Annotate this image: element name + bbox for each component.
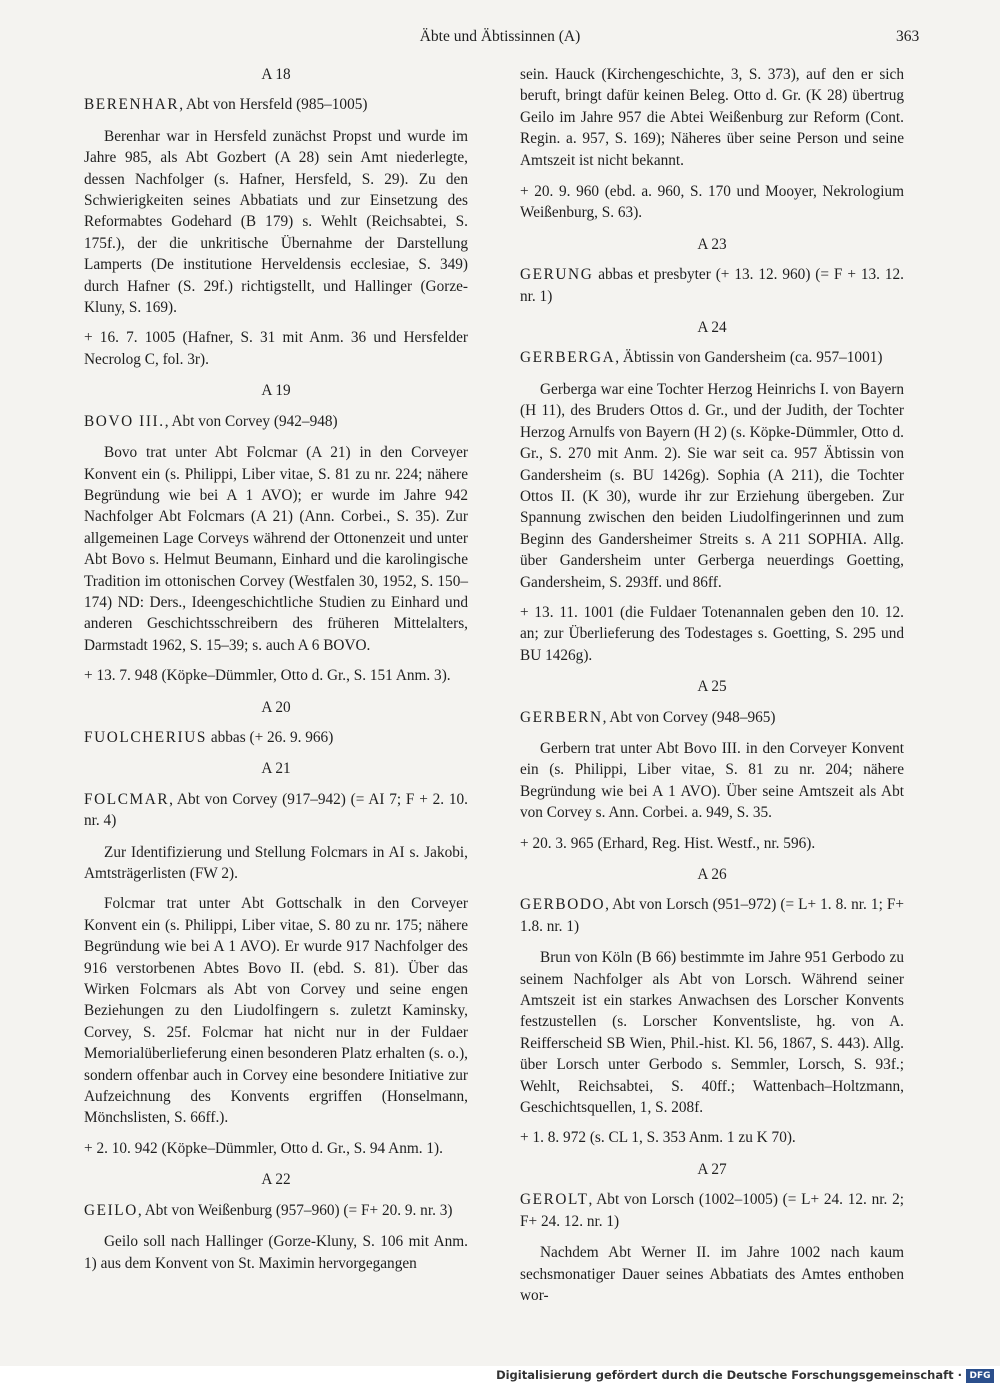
entry-heading-rest: abbas et presbyter (+ 13. 12. 960) (= F + 13. 12. nr. 1) — [520, 266, 904, 305]
entry-death-a26: + 1. 8. 972 (s. CL 1, S. 353 Anm. 1 zu K 70). — [520, 1129, 796, 1147]
entry-number-a24: A 24 — [697, 319, 727, 337]
entry-name: GEROLT — [520, 1191, 589, 1209]
entry-body-a21-2: Folcmar trat unter Abt Gottschalk in den Corveyer Konvent ein (s. Philippi, Liber vitae, S. 80 zu nr. 175; nähere Begründung wie bei A 1 AVO). Er wurde 917 Nachfolger des 916 verstorbenen Abtes Bovo II. (ebd. S. 81). Über das Wirken Folcmars als Abt von Corvey und seine engen Beziehungen zu den Liudolfingern s. zuletzt Kaminsky, Corvey, S. 25f. Folcmar hat nicht nur in der Fuldaer Memorialüberlieferung einen besonderen Platz erhalten (s. o.), sondern offenbar auch in Corvey eine besondere Initiative zur Aufzeichnung des Konvents ergriffen (Honselmann, Mönchslisten, S. 66ff.). — [84, 895, 468, 1127]
entry-number-a20: A 20 — [261, 698, 291, 716]
entry-heading-rest: , Abt von Lorsch (951–972) (= L+ 1. 8. nr. 1; F+ 1.8. nr. 1) — [520, 896, 904, 935]
entry-heading-a23 — [520, 264, 904, 307]
entry-heading-a22 — [84, 1200, 468, 1221]
entry-number-a21: A 21 — [261, 760, 291, 778]
page-number: 363 — [896, 28, 920, 45]
entry-body-a24: Gerberga war eine Tochter Herzog Heinrichs I. von Bayern (H 11), des Bruders Ottos d. Gr., und der Judith, der Tochter Herzog Arnulfs von Bayern (H 2) (s. Köpke-Dümmler, Otto d. Gr., S. 270 mit Anm. 2). Sie war seit ca. 957 Äbtissin von Gandersheim (s. BU 1426g). Sophia (A 211), die Tochter Ottos II. (K 30), wurde ihr zur Erziehung übergeben. Zur Spannung zwischen den beiden Liudolfingerinnen und zum Beginn des Gandersheimer Streits s. A 211 SOPHIA. Allg. über Gandersheim unter Gerberga neuerdings Goetting, Gandersheim, S. 293ff. und 86ff. — [520, 380, 904, 591]
right-column — [520, 64, 904, 1315]
entry-number-a19: A 19 — [261, 382, 291, 400]
entry-heading-a21 — [84, 789, 468, 832]
entry-death-a21: + 2. 10. 942 (Köpke–Dümmler, Otto d. Gr., S. 94 Anm. 1). — [84, 1139, 443, 1157]
entry-number-a27: A 27 — [697, 1160, 727, 1178]
entry-heading-a24 — [520, 347, 904, 368]
entry-number-a26: A 26 — [697, 866, 727, 883]
entry-heading-rest: , Abt von Lorsch (1002–1005) (= L+ 24. 12. nr. 2; F+ 24. 12. nr. 1) — [520, 1191, 904, 1230]
entry-death-a24: + 13. 11. 1001 (die Fuldaer Totenannalen geben den 10. 12. an; zur Überlieferung des Todestages s. Goetting, S. 295 und BU 1426g). — [520, 603, 904, 664]
entry-name: FUOLCHERIUS — [84, 728, 207, 746]
entry-body-a19: Bovo trat unter Abt Folcmar (A 21) in den Corveyer Konvent ein (s. Philippi, Liber vitae, S. 81 zu nr. 224; nähere Begründung wie bei A 1 AVO); er wurde im Jahre 942 Nachfolger Abt Folcmars (A 21) (Ann. Corbei., S. 35). Zur allgemeinen Lage Corveys während der Ottonenzeit und unter Abt Bovo s. Helmut Beumann, Einhard und die karolingische Tradition im ottonischen Corvey (Westfalen 30, 1952, S. 150–174) ND: Ders., Ideengeschichtliche Studien zu Einhard und anderen Geschichtsschreibern des früheren Mittelalters, Darmstadt 1962, S. 15–39; s. auch A 6 BOVO. — [84, 444, 468, 654]
footer-credit-text: Digitalisierung gefördert durch die Deutsche Forschungsgemeinschaft · — [496, 1368, 962, 1382]
entry-heading-a18 — [84, 94, 468, 115]
entry-name: GERBODO — [520, 896, 606, 914]
left-column — [84, 64, 468, 1283]
entry-heading-a19 — [84, 411, 468, 432]
entry-number-a22: A 22 — [261, 1171, 291, 1189]
entry-death-a18: + 16. 7. 1005 (Hafner, S. 31 mit Anm. 36 und Hersfelder Necrolog C, fol. 3r). — [84, 329, 468, 368]
entry-body-a21-1: Zur Identifizierung und Stellung Folcmars in AI s. Jakobi, Amtsträgerlisten (FW 2). — [84, 843, 468, 882]
entry-number-a23: A 23 — [697, 235, 727, 253]
entry-name: BOVO III. — [84, 412, 165, 430]
entry-heading-a20 — [84, 727, 468, 748]
entry-number-a25: A 25 — [697, 678, 727, 696]
entry-death-a19: + 13. 7. 948 (Köpke–Dümmler, Otto d. Gr., S. 151 Anm. 3). — [84, 667, 451, 685]
entry-death-a22: + 20. 9. 960 (ebd. a. 960, S. 170 und Mooyer, Nekrologium Weißenburg, S. 63). — [520, 183, 904, 222]
entry-body-a18: Berenhar war in Hersfeld zunächst Propst und wurde im Jahre 985, als Abt Gozbert (A 28) sein Amt niederlegte, dessen Nachfolger (s. Hafner, Hersfeld, S. 29). Zu den Schwierigkeiten seines Abbatiats und zur Einsetzung des Reformabtes Godehard (B 179) s. Wehlt (Reichsabtei, S. 175f.), der die unkritische Übernahme der Darstellung Lamperts (De institutione Herveldensis ecclesiae, S. 349) durch Hafner (S. 29f.) richtigstellt, und Hallinger (Gorze-Kluny, S. 169). — [84, 127, 468, 317]
entry-number-a18: A 18 — [261, 66, 291, 83]
entry-heading-rest: , Abt von Hersfeld (985–1005) — [179, 96, 368, 114]
entry-heading-rest: , Abt von Corvey (917–942) (= AI 7; F + 2. 10. nr. 4) — [84, 790, 468, 830]
entry-heading-rest: , Äbtissin von Gandersheim (ca. 957–1001) — [615, 349, 883, 367]
entry-body-a25: Gerbern trat unter Abt Bovo III. in den Corveyer Konvent ein (s. Philippi, Liber vitae, S. 81 zu nr. 204; nähere Begründung wie bei A 1 AVO). Über seine Amtszeit als Abt von Corvey s. Ann. Corbei. a. 949, S. 35. — [520, 739, 904, 822]
digitization-footer — [0, 1366, 1000, 1386]
entry-body-a22-continued: sein. Hauck (Kirchengeschichte, 3, S. 373), auf den er sich beruft, bringt dafür keinen Beleg. Otto d. Gr. (K 28) übertrug Geilo im Jahre 957 die Abtei Weißenburg zur Reform (Cont. Regin. a. 957, S. 169); Näheres über seine Person und seine Amtszeit ist nicht bekannt. — [520, 66, 904, 169]
entry-heading-rest: , Abt von Corvey (948–965) — [602, 708, 776, 726]
entry-heading-rest: , Abt von Corvey (942–948) — [164, 412, 338, 430]
entry-heading-a27 — [520, 1189, 904, 1232]
entry-heading-rest: abbas (+ 26. 9. 966) — [207, 728, 334, 746]
entry-name: FOLCMAR — [84, 790, 170, 808]
running-title: Äbte und Äbtissinnen (A) — [419, 28, 581, 45]
entry-body-a27: Nachdem Abt Werner II. im Jahre 1002 nach kaum sechsmonatiger Dauer seines Abbatiats des Amtes enthoben wor- — [520, 1244, 904, 1304]
entry-name: GERBERN — [520, 708, 603, 726]
entry-heading-a26 — [520, 894, 904, 937]
entry-death-a25: + 20. 3. 965 (Erhard, Reg. Hist. Westf., nr. 596). — [520, 834, 816, 852]
entry-name: GERBERGA — [520, 349, 616, 367]
entry-body-a22: Geilo soll nach Hallinger (Gorze-Kluny, S. 106 mit Anm. 1) aus dem Konvent von St. Maximin hervorgegangen — [84, 1233, 468, 1272]
entry-body-a26: Brun von Köln (B 66) bestimmte im Jahre 951 Gerbodo zu seinem Nachfolger als Abt von Lorsch. Während seiner Amtszeit ist ein starkes Anwachsen des Lorscher Konvents festzustellen (s. Lorscher Konventsliste, hg. von A. Reifferscheid SB Wien, Phil.-hist. Kl. 56, 1867, S. 443). Allg. über Lorsch unter Gerbodo s. Semmler, Lorsch, S. 93f.; Wehlt, Reichsabtei, S. 40ff.; Wattenbach–Holtzmann, Geschichtsquellen, 1, S. 208f. — [520, 949, 904, 1117]
entry-heading-rest: , Abt von Weißenburg (957–960) (= F+ 20. 9. nr. 3) — [137, 1201, 453, 1219]
entry-name: GERUNG — [520, 266, 594, 284]
entry-name: GEILO — [84, 1201, 138, 1219]
entry-name: BERENHAR — [84, 96, 180, 114]
dfg-logo: DFG — [966, 1369, 994, 1383]
entry-heading-a25 — [520, 707, 904, 728]
